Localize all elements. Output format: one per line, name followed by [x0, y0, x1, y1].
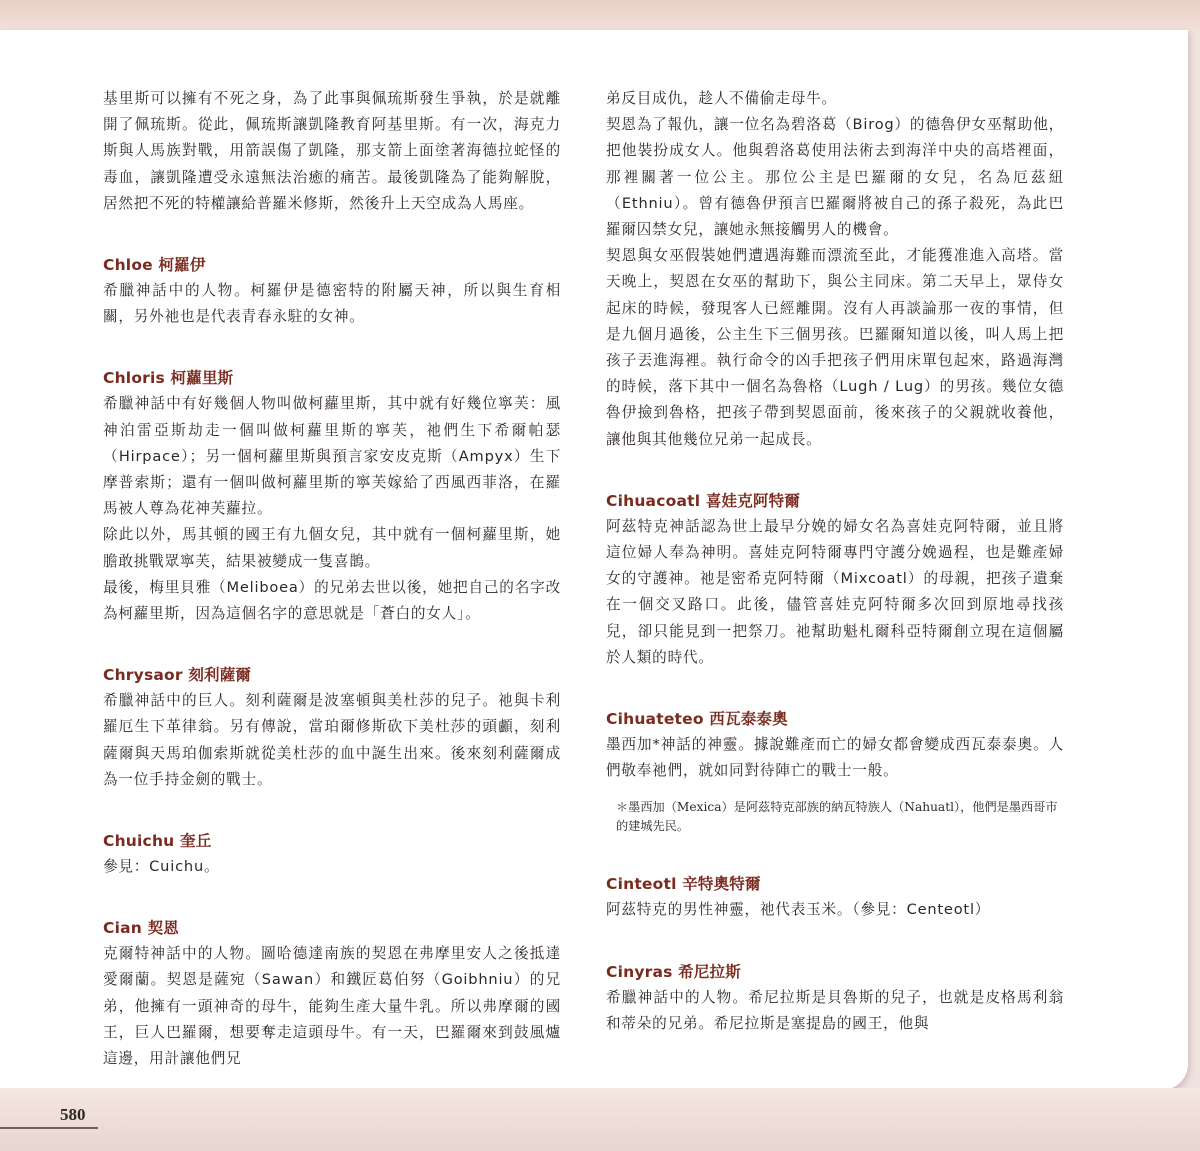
- entry-continuation-cian: [606, 86, 1064, 453]
- page-number: 580: [60, 1105, 86, 1124]
- entry-continuation-achilles: [103, 86, 561, 217]
- page-top-edge: [0, 0, 1200, 34]
- entry-chuichu: [103, 828, 561, 880]
- entry-heading: Cian 契恩: [103, 919, 179, 938]
- entry-paragraph: 墨西加*神話的神靈。據說難產而亡的婦女都會變成西瓦泰泰奧。人們敬奉祂們，就如同對待陣亡的戰士一般。: [606, 736, 1064, 780]
- entry-paragraph: 希臘神話中有好幾個人物叫做柯蘿里斯，其中就有好幾位寧芙：風神泊雷亞斯劫走一個叫做柯蘿里斯的寧芙，祂們生下希爾帕瑟（Hirpace）；另一個柯蘿里斯與預言家安皮克斯（Ampyx）生下摩普索斯；還有一個叫做柯蘿里斯的寧芙嫁給了西風西菲洛，在羅馬被人尊為花神芙蘿拉。: [103, 395, 561, 518]
- entry-paragraph: 基里斯可以擁有不死之身，為了此事與佩琉斯發生爭執，於是就離開了佩琉斯。從此，佩琉斯讓凱隆教育阿基里斯。有一次，海克力斯與人馬族對戰，用箭誤傷了凱隆，那支箭上面塗著海德拉蛇怪的毒血，讓凱隆遭受永遠無法治癒的痛苦。最後凱隆為了能夠解脫，居然把不死的特權讓給普羅米修斯，然後升上天空成為人馬座。: [103, 90, 561, 212]
- entry-paragraph: 希臘神話中的巨人。刻利薩爾是波塞頓與美杜莎的兒子。祂與卡利羅厄生下革律翁。另有傳說，當珀爾修斯砍下美杜莎的頭顱，刻利薩爾與天馬珀伽索斯就從美杜莎的血中誕生出來。後來刻利薩爾成為一位手持金劍的戰士。: [103, 692, 561, 788]
- entry-heading: Cinteotl 辛特奧特爾: [606, 875, 761, 894]
- entry-paragraph: 克爾特神話中的人物。圖哈德達南族的契恩在弗摩里安人之後抵達愛爾蘭。契恩是薩宛（Sawan）和鐵匠葛伯努（Goibhniu）的兄弟，他擁有一頭神奇的母牛，能夠生產大量牛乳。所以弗摩爾的國王，巨人巴羅爾，想要奪走這頭母牛。有一天，巴羅爾來到鼓風爐這邊，用計讓他們兄: [103, 945, 561, 1068]
- entry-paragraph: 阿茲特克神話認為世上最早分娩的婦女名為喜娃克阿特爾，並且將這位婦人奉為神明。喜娃克阿特爾專門守護分娩過程，也是難產婦女的守護神。祂是密希克阿特爾（Mixcoatl）的母親，把孩子遺棄在一個交叉路口。此後，儘管喜娃克阿特爾多次回到原地尋找孩兒，卻只能見到一把祭刀。祂幫助魁札爾科亞特爾創立現在這個屬於人類的時代。: [606, 517, 1064, 666]
- entry-paragraph: 阿茲特克的男性神靈，祂代表玉米。（參見：Centeotl）: [606, 901, 991, 919]
- entry-heading: Cihuacoatl 喜娃克阿特爾: [606, 491, 801, 510]
- entry-paragraph: 除此以外，馬其頓的國王有九個女兒，其中就有一個柯蘿里斯，她膽敢挑戰眾寧芙，結果被變成一隻喜鵲。: [103, 526, 561, 570]
- entry-heading: Cinyras 希尼拉斯: [606, 962, 741, 981]
- right-column: [606, 86, 1064, 1072]
- entry-paragraph: 希臘神話中的人物。希尼拉斯是貝魯斯的兒子，也就是皮格馬利翁和蒂朵的兄弟。希尼拉斯是塞提島的國王，他與: [606, 988, 1064, 1032]
- entry-paragraph: 弟反目成仇，趁人不備偷走母牛。: [606, 90, 837, 107]
- entry-cinyras: [606, 959, 1064, 1037]
- entry-paragraph: 契恩為了報仇，讓一位名為碧洛葛（Birog）的德魯伊女巫幫助他，把他裝扮成女人。他與碧洛葛使用法術去到海洋中央的高塔裡面，那裡關著一位公主。那位公主是巴羅爾的女兒，名為厄茲紐（Ethniu）。曾有德魯伊預言巴羅爾將被自己的孫子殺死，為此巴羅爾囚禁女兒，讓她永無接觸男人的機會。: [606, 116, 1064, 239]
- entry-chrysaor: [103, 662, 561, 793]
- footnote: ＊墨西加（Mexica）是阿茲特克部族的納瓦特族人（Nahuatl），他們是墨西哥市的建城先民。: [616, 800, 1058, 834]
- entry-paragraph: 契恩與女巫假裝她們遭遇海難而漂流至此，才能獲准進入高塔。當天晚上，契恩在女巫的幫助下，與公主同床。第二天早上，眾侍女起床的時候，發現客人已經離開。沒有人再談論那一夜的事情，但是九個月過後，公主生下三個男孩。巴羅爾知道以後，叫人馬上把孩子丟進海裡。執行命令的凶手把孩子們用床單包起來，路過海灣的時候，落下其中一個名為魯格（Lugh / Lug）的男孩。幾位女德魯伊撿到魯格，把孩子帶到契恩面前，後來孩子的父親就收養他，讓他與其他幾位兄弟一起成長。: [606, 247, 1064, 448]
- entry-heading: Chloris 柯蘿里斯: [103, 369, 234, 388]
- entry-chloe: [103, 252, 561, 330]
- entry-heading: Chuichu 奎丘: [103, 832, 212, 851]
- entry-paragraph: 最後，梅里貝雅（Meliboea）的兄弟去世以後，她把自己的名字改為柯蘿里斯，因為這個名字的意思就是「蒼白的女人」。: [103, 578, 561, 623]
- entry-heading: Chloe 柯羅伊: [103, 256, 206, 275]
- entry-paragraph: 希臘神話中的人物。柯羅伊是德密特的附屬天神，所以與生育相關，另外祂也是代表青春永駐的女神。: [103, 282, 561, 326]
- entry-heading: Cihuateteo 西瓦泰泰奧: [606, 710, 788, 729]
- left-column: [103, 86, 561, 1107]
- entry-heading: Chrysaor 刻利薩爾: [103, 666, 252, 685]
- entry-chloris: [103, 365, 561, 627]
- entry-cian: [103, 915, 561, 1072]
- entry-paragraph: 參見：Cuichu。: [103, 858, 220, 876]
- entry-cinteotl: [606, 871, 1064, 923]
- entry-cihuacoatl: [606, 488, 1064, 671]
- entry-cihuateteo: [606, 706, 1064, 836]
- page-number-rule: [0, 1127, 98, 1129]
